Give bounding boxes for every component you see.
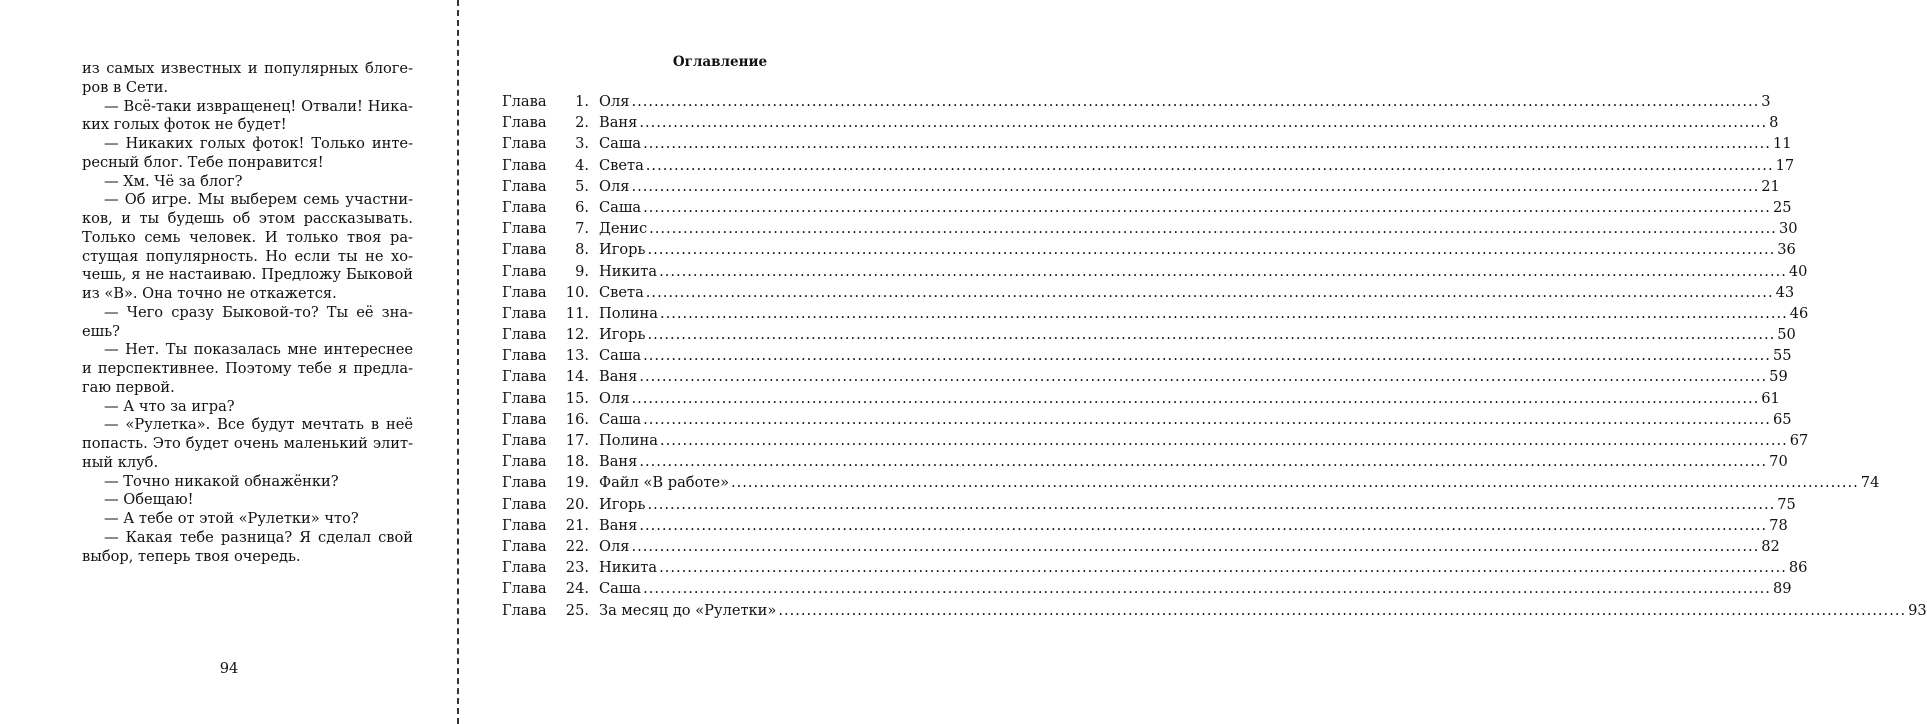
text-line: — Никаких голых фоток! Только инте- — [104, 135, 413, 152]
toc-chapter-title: Ваня — [599, 114, 638, 132]
toc-page-number: 86 — [1788, 559, 1808, 577]
toc-chapter-word: Глава — [502, 93, 547, 110]
text-line: попасть. Это будет очень маленький элит- — [82, 435, 413, 452]
toc-page-number: 50 — [1777, 326, 1796, 344]
toc-chapter-word: Глава — [502, 410, 547, 428]
toc-page-number: 67 — [1789, 432, 1809, 449]
toc-leader-dots: ........................................................................................................................................................................................................ — [643, 135, 1771, 153]
toc-chapter-title: Саша — [599, 347, 642, 365]
page-gutter-divider — [457, 0, 459, 724]
text-line: — Хм. Чё за блог? — [104, 172, 243, 190]
toc-chapter-title: Саша — [599, 135, 642, 153]
toc-chapter-number: 14. — [565, 368, 589, 386]
text-line: стущая популярность. Но если ты не хо- — [82, 247, 413, 265]
toc-leader-dots: ........................................................................................................................................................................................................ — [645, 283, 1774, 301]
toc-chapter-number: 13. — [565, 347, 589, 365]
text-line: — Всё-таки извращенец! Отвали! Ника- — [104, 97, 413, 115]
toc-leader-dots: ........................................................................................................................................................................................................ — [643, 347, 1771, 365]
toc-chapter-title: Файл «В работе» — [599, 474, 729, 492]
text-line: — «Рулетка». Все будут мечтать в неё — [104, 416, 413, 434]
text-line: — Точно никакой обнажёнки? — [104, 472, 339, 490]
toc-chapter-word: Глава — [502, 135, 547, 153]
toc-chapter-word: Глава — [502, 326, 547, 344]
toc-leader-dots: ........................................................................................................................................................................................................ — [631, 177, 1760, 195]
toc-title: Оглавление — [672, 54, 768, 70]
toc-page-number: 74 — [1860, 474, 1880, 492]
text-line: выбор, теперь твоя очередь. — [82, 547, 301, 565]
toc-chapter-number: 23. — [565, 559, 589, 577]
toc-entry — [502, 93, 1771, 114]
toc-chapter-word: Глава — [502, 177, 547, 195]
toc-page-number: 61 — [1761, 389, 1780, 407]
text-line: ешь? — [82, 322, 120, 340]
toc-chapter-number: 1. — [575, 93, 589, 110]
toc-chapter-number: 20. — [565, 495, 589, 513]
toc-chapter-number: 18. — [565, 453, 589, 471]
toc-leader-dots: ........................................................................................................................................................................................................ — [639, 114, 1768, 132]
toc-chapter-title: Игорь — [599, 241, 646, 259]
toc-chapter-word: Глава — [502, 220, 547, 238]
text-line: — Обещаю! — [104, 491, 194, 509]
toc-entry — [502, 580, 1792, 601]
toc-leader-dots: ........................................................................................................................................................................................................ — [659, 262, 1787, 280]
toc-chapter-word: Глава — [502, 389, 547, 407]
toc-leader-dots: ........................................................................................................................................................................................................ — [639, 516, 1768, 534]
text-line: — А что за игра? — [104, 397, 235, 415]
toc-chapter-number: 25. — [565, 601, 589, 619]
toc-page-number: 89 — [1772, 580, 1792, 598]
toc-chapter-number: 11. — [565, 304, 589, 322]
toc-page-number: 93 — [1908, 601, 1927, 619]
toc-chapter-number: 2. — [575, 114, 589, 132]
text-line: — Чего сразу Быковой-то? Ты её зна- — [104, 303, 413, 321]
toc-chapter-word: Глава — [502, 198, 547, 216]
toc-chapter-number: 24. — [565, 580, 589, 598]
toc-chapter-title: Ваня — [599, 453, 638, 471]
text-line: — Об игре. Мы выберем семь участни- — [104, 191, 413, 209]
toc-chapter-title: Денис — [599, 220, 648, 238]
toc-entry — [502, 135, 1792, 156]
toc-chapter-title: Саша — [599, 198, 642, 216]
toc-page-number: 11 — [1772, 135, 1792, 153]
toc-chapter-number: 3. — [575, 135, 589, 153]
toc-chapter-word: Глава — [502, 537, 547, 555]
toc-entry — [502, 177, 1780, 199]
toc-leader-dots: ........................................................................................................................................................................................................ — [659, 432, 1788, 449]
toc-chapter-word: Глава — [502, 559, 547, 577]
toc-entry — [502, 474, 1880, 495]
toc-leader-dots: ........................................................................................................................................................................................................ — [647, 241, 1776, 259]
toc-page-number: 17 — [1775, 156, 1795, 174]
toc-page-number: 36 — [1777, 241, 1796, 259]
toc-chapter-word: Глава — [502, 601, 547, 619]
toc-leader-dots: ........................................................................................................................................................................................................ — [731, 474, 1859, 492]
left-page — [0, 0, 458, 724]
toc-chapter-number: 17. — [565, 432, 589, 449]
toc-chapter-word: Глава — [502, 262, 547, 280]
toc-chapter-title: Саша — [599, 580, 642, 598]
text-line: из «В». Она точно не откажется. — [82, 285, 337, 302]
toc-chapter-number: 8. — [575, 241, 589, 259]
toc-chapter-number: 5. — [575, 177, 589, 195]
toc-entry — [502, 453, 1788, 474]
toc-entry — [502, 220, 1798, 241]
toc-entry — [502, 368, 1788, 389]
toc-page-number: 30 — [1778, 220, 1798, 238]
toc-leader-dots: ........................................................................................................................................................................................................ — [647, 495, 1776, 513]
toc-page-number: 25 — [1772, 198, 1792, 216]
toc-entry — [502, 410, 1792, 432]
text-line: — А тебе от этой «Рулетки» что? — [104, 510, 359, 527]
toc-chapter-title: Оля — [599, 537, 630, 555]
page-number: 94 — [219, 660, 239, 677]
toc-chapter-number: 22. — [565, 537, 589, 555]
toc-page-number: 8 — [1769, 114, 1779, 132]
toc-chapter-number: 9. — [575, 262, 589, 280]
toc-chapter-word: Глава — [502, 368, 547, 386]
toc-page-number: 82 — [1761, 537, 1780, 555]
text-line: ресный блог. Тебе понравится! — [82, 153, 324, 171]
toc-chapter-number: 7. — [575, 220, 589, 238]
toc-entry — [502, 241, 1796, 262]
toc-leader-dots: ........................................................................................................................................................................................................ — [778, 601, 1907, 619]
toc-leader-dots: ........................................................................................................................................................................................................ — [631, 93, 1760, 110]
toc-entry — [502, 537, 1780, 559]
toc-chapter-title: Оля — [599, 389, 630, 407]
toc-chapter-number: 10. — [565, 283, 589, 301]
right-page — [460, 0, 1927, 724]
toc-leader-dots: ........................................................................................................................................................................................................ — [659, 559, 1787, 577]
text-line: и перспективнее. Поэтому тебе я предла- — [82, 360, 413, 377]
toc-chapter-word: Глава — [502, 474, 547, 492]
toc-page-number: 21 — [1761, 177, 1780, 195]
toc-chapter-title: Оля — [599, 177, 630, 195]
toc-chapter-title: Оля — [599, 93, 630, 110]
text-line: — Нет. Ты показалась мне интереснее — [104, 341, 413, 359]
text-line: ков, и ты будешь об этом рассказывать. — [82, 210, 413, 227]
toc-leader-dots: ........................................................................................................................................................................................................ — [649, 220, 1777, 238]
toc-leader-dots: ........................................................................................................................................................................................................ — [643, 198, 1771, 216]
text-line: ких голых фоток не будет! — [82, 116, 287, 134]
toc-chapter-word: Глава — [502, 580, 547, 598]
toc-chapter-word: Глава — [502, 304, 547, 322]
toc-chapter-title: Полина — [599, 304, 658, 322]
toc-chapter-word: Глава — [502, 347, 547, 365]
toc-chapter-word: Глава — [502, 156, 547, 174]
toc-leader-dots: ........................................................................................................................................................................................................ — [647, 326, 1776, 344]
toc-chapter-title: Света — [599, 283, 644, 301]
toc-chapter-word: Глава — [502, 432, 547, 449]
toc-entry — [502, 326, 1796, 347]
toc-chapter-title: Света — [599, 156, 644, 174]
toc-entry — [502, 601, 1927, 623]
toc-chapter-title: Ваня — [599, 368, 638, 386]
toc-page-number: 78 — [1769, 516, 1788, 534]
toc-leader-dots: ........................................................................................................................................................................................................ — [643, 410, 1771, 428]
text-line: Только семь человек. И только твоя ра- — [82, 228, 413, 246]
toc-chapter-title: Игорь — [599, 495, 646, 513]
toc-chapter-word: Глава — [502, 114, 547, 132]
toc-entry — [502, 156, 1795, 178]
toc-entry — [502, 559, 1808, 580]
toc-leader-dots: ........................................................................................................................................................................................................ — [643, 580, 1771, 598]
text-line: чешь, я не настаиваю. Предложу Быковой — [82, 266, 413, 284]
toc-entry — [502, 262, 1808, 284]
toc-chapter-word: Глава — [502, 283, 547, 301]
toc-page-number: 75 — [1777, 495, 1796, 513]
body-text — [82, 60, 413, 566]
toc-page-number: 43 — [1775, 283, 1795, 301]
toc-entry — [502, 114, 1779, 135]
toc-chapter-title: Никита — [599, 559, 658, 577]
toc-chapter-word: Глава — [502, 241, 547, 259]
toc-leader-dots: ........................................................................................................................................................................................................ — [639, 453, 1768, 471]
toc-chapter-word: Глава — [502, 453, 547, 471]
toc-entry — [502, 198, 1792, 220]
toc-chapter-word: Глава — [502, 516, 547, 534]
toc-page-number: 70 — [1769, 453, 1788, 471]
toc-chapter-number: 4. — [575, 156, 589, 174]
toc-chapter-title: Никита — [599, 262, 658, 280]
text-line: ный клуб. — [82, 453, 159, 471]
toc-entry — [502, 389, 1780, 411]
toc-chapter-title: Игорь — [599, 326, 646, 344]
toc-leader-dots: ........................................................................................................................................................................................................ — [631, 537, 1760, 555]
toc-page-number: 65 — [1772, 410, 1792, 428]
toc-chapter-number: 16. — [565, 410, 589, 428]
toc-leader-dots: ........................................................................................................................................................................................................ — [631, 389, 1760, 407]
toc-chapter-number: 6. — [575, 198, 589, 216]
toc-page-number: 55 — [1772, 347, 1792, 365]
toc-chapter-title: За месяц до «Рулетки» — [599, 601, 777, 619]
toc-page-number: 3 — [1761, 93, 1771, 110]
toc-chapter-number: 15. — [565, 389, 589, 407]
text-line: ров в Сети. — [82, 78, 169, 96]
text-line: гаю первой. — [82, 378, 175, 396]
toc-chapter-number: 19. — [565, 474, 589, 492]
toc-entry — [502, 304, 1809, 326]
text-line: из самых известных и популярных блоге- — [82, 60, 413, 77]
toc-leader-dots: ........................................................................................................................................................................................................ — [645, 156, 1774, 174]
toc-chapter-title: Полина — [599, 432, 658, 449]
toc-page-number: 46 — [1789, 304, 1809, 322]
toc-entry — [502, 347, 1792, 368]
table-of-contents — [502, 93, 1927, 623]
text-line: — Какая тебе разница? Я сделал свой — [104, 528, 413, 546]
toc-entry — [502, 516, 1788, 538]
toc-page-number: 40 — [1788, 262, 1808, 280]
toc-leader-dots: ........................................................................................................................................................................................................ — [659, 304, 1788, 322]
toc-chapter-title: Ваня — [599, 516, 638, 534]
toc-chapter-title: Саша — [599, 410, 642, 428]
toc-chapter-number: 12. — [565, 326, 589, 344]
toc-leader-dots: ........................................................................................................................................................................................................ — [639, 368, 1768, 386]
toc-entry — [502, 283, 1795, 305]
toc-page-number: 59 — [1769, 368, 1788, 386]
toc-entry — [502, 432, 1809, 453]
toc-chapter-word: Глава — [502, 495, 547, 513]
toc-entry — [502, 495, 1796, 517]
toc-chapter-number: 21. — [565, 516, 589, 534]
